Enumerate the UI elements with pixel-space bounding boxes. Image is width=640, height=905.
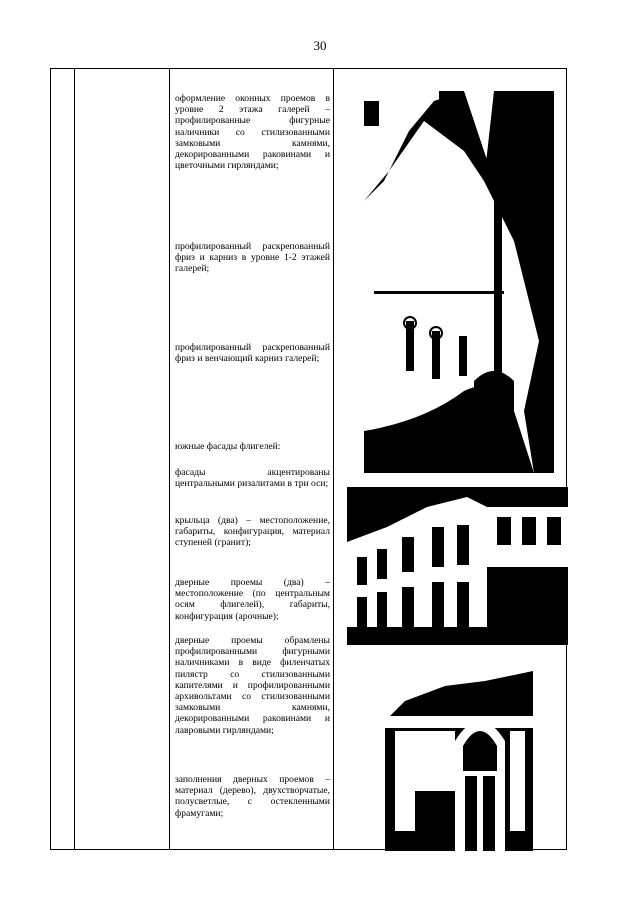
photo-wing-facade [347, 487, 568, 645]
text-block: профилированный раскрепованный фриз и карниз в уровне 1-2 этажей галерей; [175, 241, 330, 275]
column-divider-1 [74, 69, 75, 849]
column-divider-3 [333, 69, 334, 849]
column-divider-2 [169, 69, 170, 849]
building-photo-icon [347, 487, 568, 645]
text-block: фасады акцентированы центральными ризалитами в три оси; [175, 467, 330, 490]
text-block: профилированный раскрепованный фриз и венчающий карниз галерей; [175, 342, 330, 365]
text-block: дверные проемы обрамлены профилированными фигурными наличниками в виде филенчатых пилястр со стилизованными капителями и профилированными архивольтами со стилизованными замковыми камнями, декорированными раковинами и лавровыми гирляндами; [175, 635, 330, 736]
content-table [50, 68, 567, 850]
building-photo-icon [364, 91, 554, 473]
text-block: оформление оконных проемов в уровне 2 этажа галерей – профилированные фигурные наличники со стилизованными замковыми камнями, декорированными раковинами и цветочными гирляндами; [175, 93, 330, 172]
text-block: южные фасады флигелей: [175, 441, 281, 452]
photo-doorway [385, 661, 533, 851]
text-block: заполнения дверных проемов – материал (дерево), двухстворчатые, полусветлые, с остекленными фрамугами; [175, 774, 330, 819]
text-block: дверные проемы (два) – местоположение (по центральным осям флигелей), габариты, конфигурация (арочные); [175, 577, 330, 622]
building-photo-icon [385, 661, 533, 851]
photo-gallery-facade [364, 91, 554, 473]
page-number: 30 [313, 38, 327, 53]
text-block: крыльца (два) – местоположение, габариты, конфигурация, материал ступеней (гранит); [175, 515, 330, 549]
